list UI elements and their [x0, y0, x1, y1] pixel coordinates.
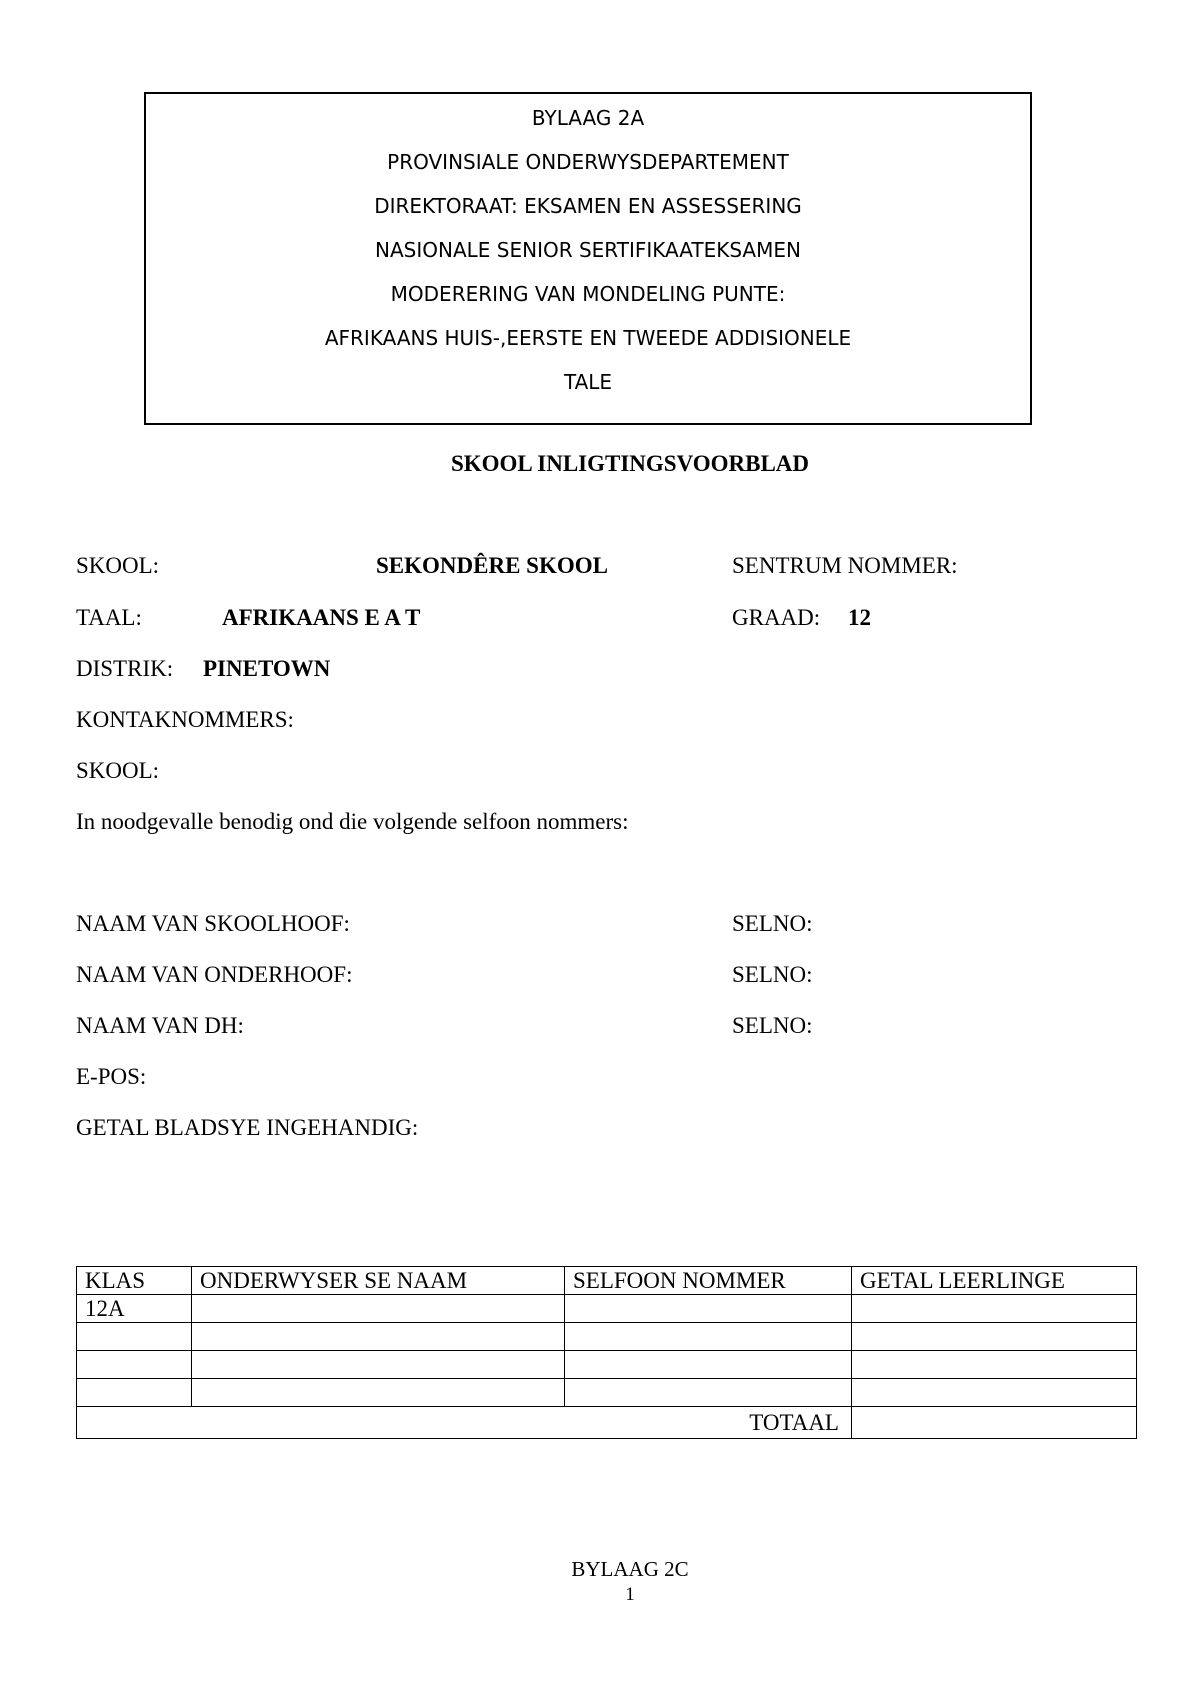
cell-klas[interactable] [77, 1351, 192, 1379]
table-row [77, 1379, 1137, 1407]
cell-onderwyser[interactable] [192, 1323, 565, 1351]
taal-label: TAAL: [76, 605, 142, 630]
header-line-languages: AFRIKAANS HUIS-,EERSTE EN TWEEDE ADDISIONELE [324, 326, 852, 350]
cell-selfoon[interactable] [565, 1379, 852, 1407]
cell-leerlinge[interactable] [852, 1379, 1137, 1407]
cell-leerlinge[interactable] [852, 1295, 1137, 1323]
cell-klas[interactable] [77, 1323, 192, 1351]
total-label: TOTAAL [77, 1407, 852, 1439]
epos-label: E-POS: [76, 1064, 147, 1089]
header-line-moderation: MODERERING VAN MONDELING PUNTE: [390, 282, 786, 306]
total-value-cell[interactable] [852, 1407, 1137, 1439]
skool-label: SKOOL: [76, 553, 160, 578]
footer-title: BYLAAG 2C [571, 1557, 689, 1581]
cell-onderwyser[interactable] [192, 1295, 565, 1323]
taal-value: AFRIKAANS E A T [222, 605, 421, 630]
header-cell-selfoon: SELFOON NOMMER [565, 1267, 852, 1295]
cell-selfoon[interactable] [565, 1351, 852, 1379]
header-cell-klas: KLAS [77, 1267, 192, 1295]
header-line-bylaag: BYLAAG 2A [531, 106, 645, 130]
cell-onderwyser[interactable] [192, 1379, 565, 1407]
table-row [77, 1323, 1137, 1351]
emergency-note: In noodgevalle benodig ond die volgende selfoon nommers: [76, 809, 629, 834]
cell-selfoon[interactable] [565, 1323, 852, 1351]
distrik-label: DISTRIK: [76, 656, 174, 681]
table-row [77, 1295, 1137, 1323]
skoolhoof-label: NAAM VAN SKOOLHOOF: [76, 911, 350, 936]
skool-contact-label: SKOOL: [76, 758, 160, 783]
sentrum-nommer-label: SENTRUM NOMMER: [732, 553, 958, 578]
header-line-directorate: DIREKTORAAT: EKSAMEN EN ASSESSERING [374, 194, 802, 218]
dh-label: NAAM VAN DH: [76, 1013, 244, 1038]
header-cell-onderwyser: ONDERWYSER SE NAAM [192, 1267, 565, 1295]
kontaknommers-label: KONTAKNOMMERS: [76, 707, 294, 732]
cell-selfoon[interactable] [565, 1295, 852, 1323]
header-line-exam: NASIONALE SENIOR SERTIFIKAATEKSAMEN [375, 238, 801, 262]
onderhoof-label: NAAM VAN ONDERHOOF: [76, 962, 353, 987]
cell-leerlinge[interactable] [852, 1351, 1137, 1379]
header-box [144, 92, 1032, 425]
class-table [76, 1266, 1137, 1439]
skool-value: SEKONDÊRE SKOOL [376, 553, 608, 578]
cell-onderwyser[interactable] [192, 1351, 565, 1379]
onderhoof-selno-label: SELNO: [732, 962, 813, 987]
header-cell-leerlinge: GETAL LEERLINGE [852, 1267, 1137, 1295]
page-number: 1 [625, 1584, 635, 1605]
table-header-row [77, 1267, 1137, 1295]
header-line-tale: TALE [563, 370, 613, 394]
cell-klas[interactable] [77, 1379, 192, 1407]
table-total-row [77, 1407, 1137, 1439]
distrik-value: PINETOWN [203, 656, 331, 681]
graad-value: 12 [848, 605, 871, 630]
graad-label: GRAAD: [732, 605, 821, 630]
dh-selno-label: SELNO: [732, 1013, 813, 1038]
header-line-department: PROVINSIALE ONDERWYSDEPARTEMENT [387, 150, 789, 174]
cell-leerlinge[interactable] [852, 1323, 1137, 1351]
bladsye-label: GETAL BLADSYE INGEHANDIG: [76, 1115, 419, 1140]
cell-klas[interactable]: 12A [77, 1295, 192, 1323]
page-title: SKOOL INLIGTINGSVOORBLAD [450, 451, 810, 476]
table-row [77, 1351, 1137, 1379]
skoolhoof-selno-label: SELNO: [732, 911, 813, 936]
